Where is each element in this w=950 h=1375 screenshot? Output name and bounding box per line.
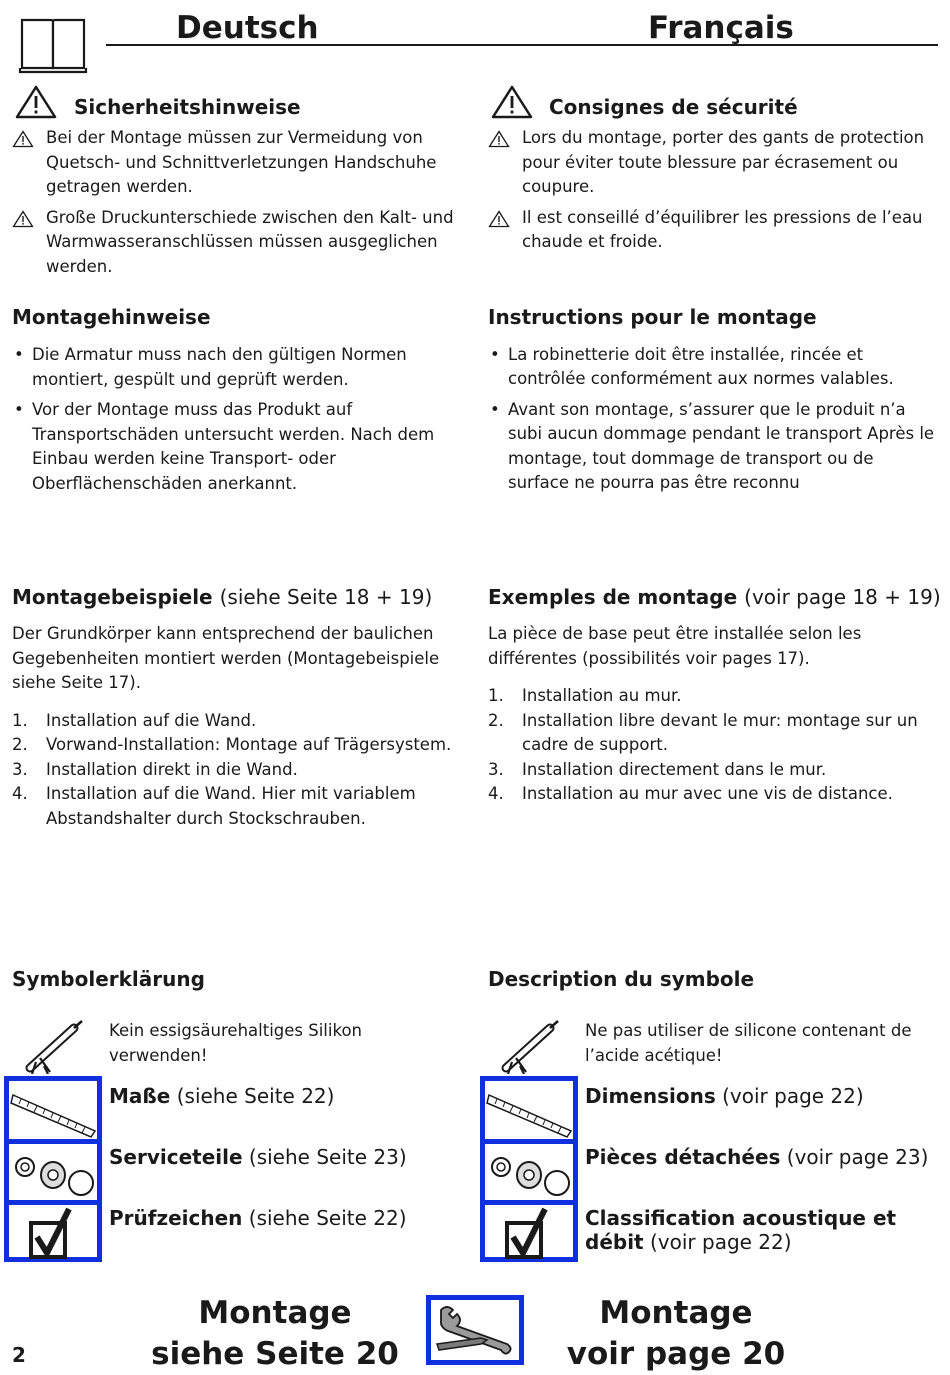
spare-parts-icon	[485, 1145, 573, 1200]
column-de	[12, 88, 462, 502]
safety-heading-fr	[488, 88, 938, 124]
numbered-item: 1. Installation au mur.	[488, 686, 682, 705]
intro-text: Der Grundkörper kann entsprechend der baulichen Gegebenheiten montiert werden (Montagebeispiele siehe Seite 17).	[12, 624, 440, 692]
column-fr	[488, 88, 938, 502]
section-title: Montagehinweise	[12, 305, 211, 329]
symbols-title-fr: Description du symbole	[488, 967, 755, 991]
numbered-item: 2. Installation libre devant le mur: montage sur un cadre de support.	[488, 710, 918, 754]
section-title: Consignes de sécurité	[549, 95, 798, 119]
section-title: Exemples de montage (voir page 18 + 19)	[488, 585, 941, 609]
checkmark-icon	[9, 1205, 97, 1260]
silicone-gun-icon	[22, 1018, 92, 1074]
spare-parts-label-fr: Pièces détachées (voir page 23)	[585, 1145, 929, 1169]
language-title-de: Deutsch	[176, 10, 319, 46]
silicone-note-de: Kein essigsäurehaltiges Silikon verwenden!	[109, 1021, 362, 1065]
warning-text: Lors du montage, porter des gants de protection pour éviter toute blessure par écrasement ou coupure.	[522, 128, 925, 196]
spare-parts-label-de: Serviceteile (siehe Seite 23)	[109, 1145, 407, 1169]
warning-icon	[12, 210, 34, 228]
checkmark-icon	[485, 1205, 573, 1260]
numbered-item: 3. Installation directement dans le mur.	[488, 759, 827, 779]
ruler-icon	[9, 1085, 97, 1140]
warning-item	[488, 126, 938, 200]
spare-parts-icon	[9, 1145, 97, 1200]
numbered-item: 4. Installation au mur avec une vis de distance.	[488, 784, 893, 803]
warning-text: Il est conseillé d’équilibrer les pressions de l’eau chaude et froide.	[522, 207, 923, 251]
examples-de	[12, 585, 462, 831]
numbered-item: 3. Installation direkt in die Wand.	[12, 759, 298, 779]
silicone-note-fr: Ne pas utiliser de silicone contenant de l’acide acétique!	[585, 1021, 912, 1065]
warning-icon	[14, 84, 58, 120]
language-title-fr: Français	[648, 10, 794, 46]
numbered-item: 1. Installation auf die Wand.	[12, 710, 257, 730]
book-icon	[18, 16, 88, 74]
silicone-gun-icon	[498, 1018, 568, 1074]
bullet-item: • La robinetterie doit être installée, rincée et contrôlée conformément aux normes valables.	[490, 344, 894, 388]
section-title: Sicherheitshinweise	[74, 95, 301, 119]
warning-icon	[488, 130, 510, 148]
warning-text: Große Druckunterschiede zwischen den Kalt- und Warmwasseranschlüssen müssen ausgeglichen werden.	[46, 207, 454, 276]
dimensions-label-de: Maße (siehe Seite 22)	[109, 1084, 335, 1108]
warning-item	[488, 206, 938, 255]
warning-item	[12, 126, 462, 200]
examples-fr	[488, 585, 943, 807]
symbols-title-de: Symbolerklärung	[12, 967, 205, 991]
warning-icon	[490, 84, 534, 120]
symbol-icons-fr	[480, 1076, 578, 1262]
dimensions-label-fr: Dimensions (voir page 22)	[585, 1084, 864, 1108]
section-title: Montagebeispiele (siehe Seite 18 + 19)	[12, 585, 433, 609]
bullet-item: • Avant son montage, s’assurer que le produit n’a subi aucun dommage pendant le transport Après le montage, tout dommage de transport ou de surface ne pourra pas être reconnu	[490, 399, 935, 492]
section-title: Instructions pour le montage	[488, 304, 817, 329]
montage-ref-fr: Montage voir page 20	[566, 1295, 786, 1372]
symbol-icons-de	[4, 1076, 102, 1262]
warning-icon	[12, 130, 34, 148]
numbered-item: 2. Vorwand-Installation: Montage auf Trägersystem.	[12, 735, 452, 754]
acoustic-label-fr: Classification acoustique et débit (voir page 22)	[585, 1206, 897, 1254]
warning-icon	[488, 210, 510, 228]
bullet-item: • Die Armatur muss nach den gültigen Normen montiert, gespült und geprüft werden.	[14, 345, 407, 389]
ruler-icon	[485, 1085, 573, 1140]
montage-ref-de: Montage siehe Seite 20	[151, 1295, 399, 1372]
test-mark-label-de: Prüfzeichen (siehe Seite 22)	[109, 1206, 407, 1230]
warning-text: Bei der Montage müssen zur Vermeidung von Quetsch- und Schnittverletzungen Handschuhe getragen werden.	[46, 128, 437, 196]
safety-heading-de	[12, 88, 462, 124]
bullet-item: • Vor der Montage muss das Produkt auf Transportschäden untersucht werden. Nach dem Einbau werden keine Transport- oder Oberflächenschäden anerkannt.	[14, 400, 435, 493]
warning-item	[12, 206, 462, 280]
page-number: 2	[12, 1343, 26, 1367]
numbered-item: 4. Installation auf die Wand. Hier mit variablem Abstandshalter durch Stockschrauben.	[12, 784, 416, 828]
tools-icon	[426, 1295, 524, 1365]
intro-text: La pièce de base peut être installée selon les différentes (possibilités voir pages 17).	[488, 624, 862, 668]
